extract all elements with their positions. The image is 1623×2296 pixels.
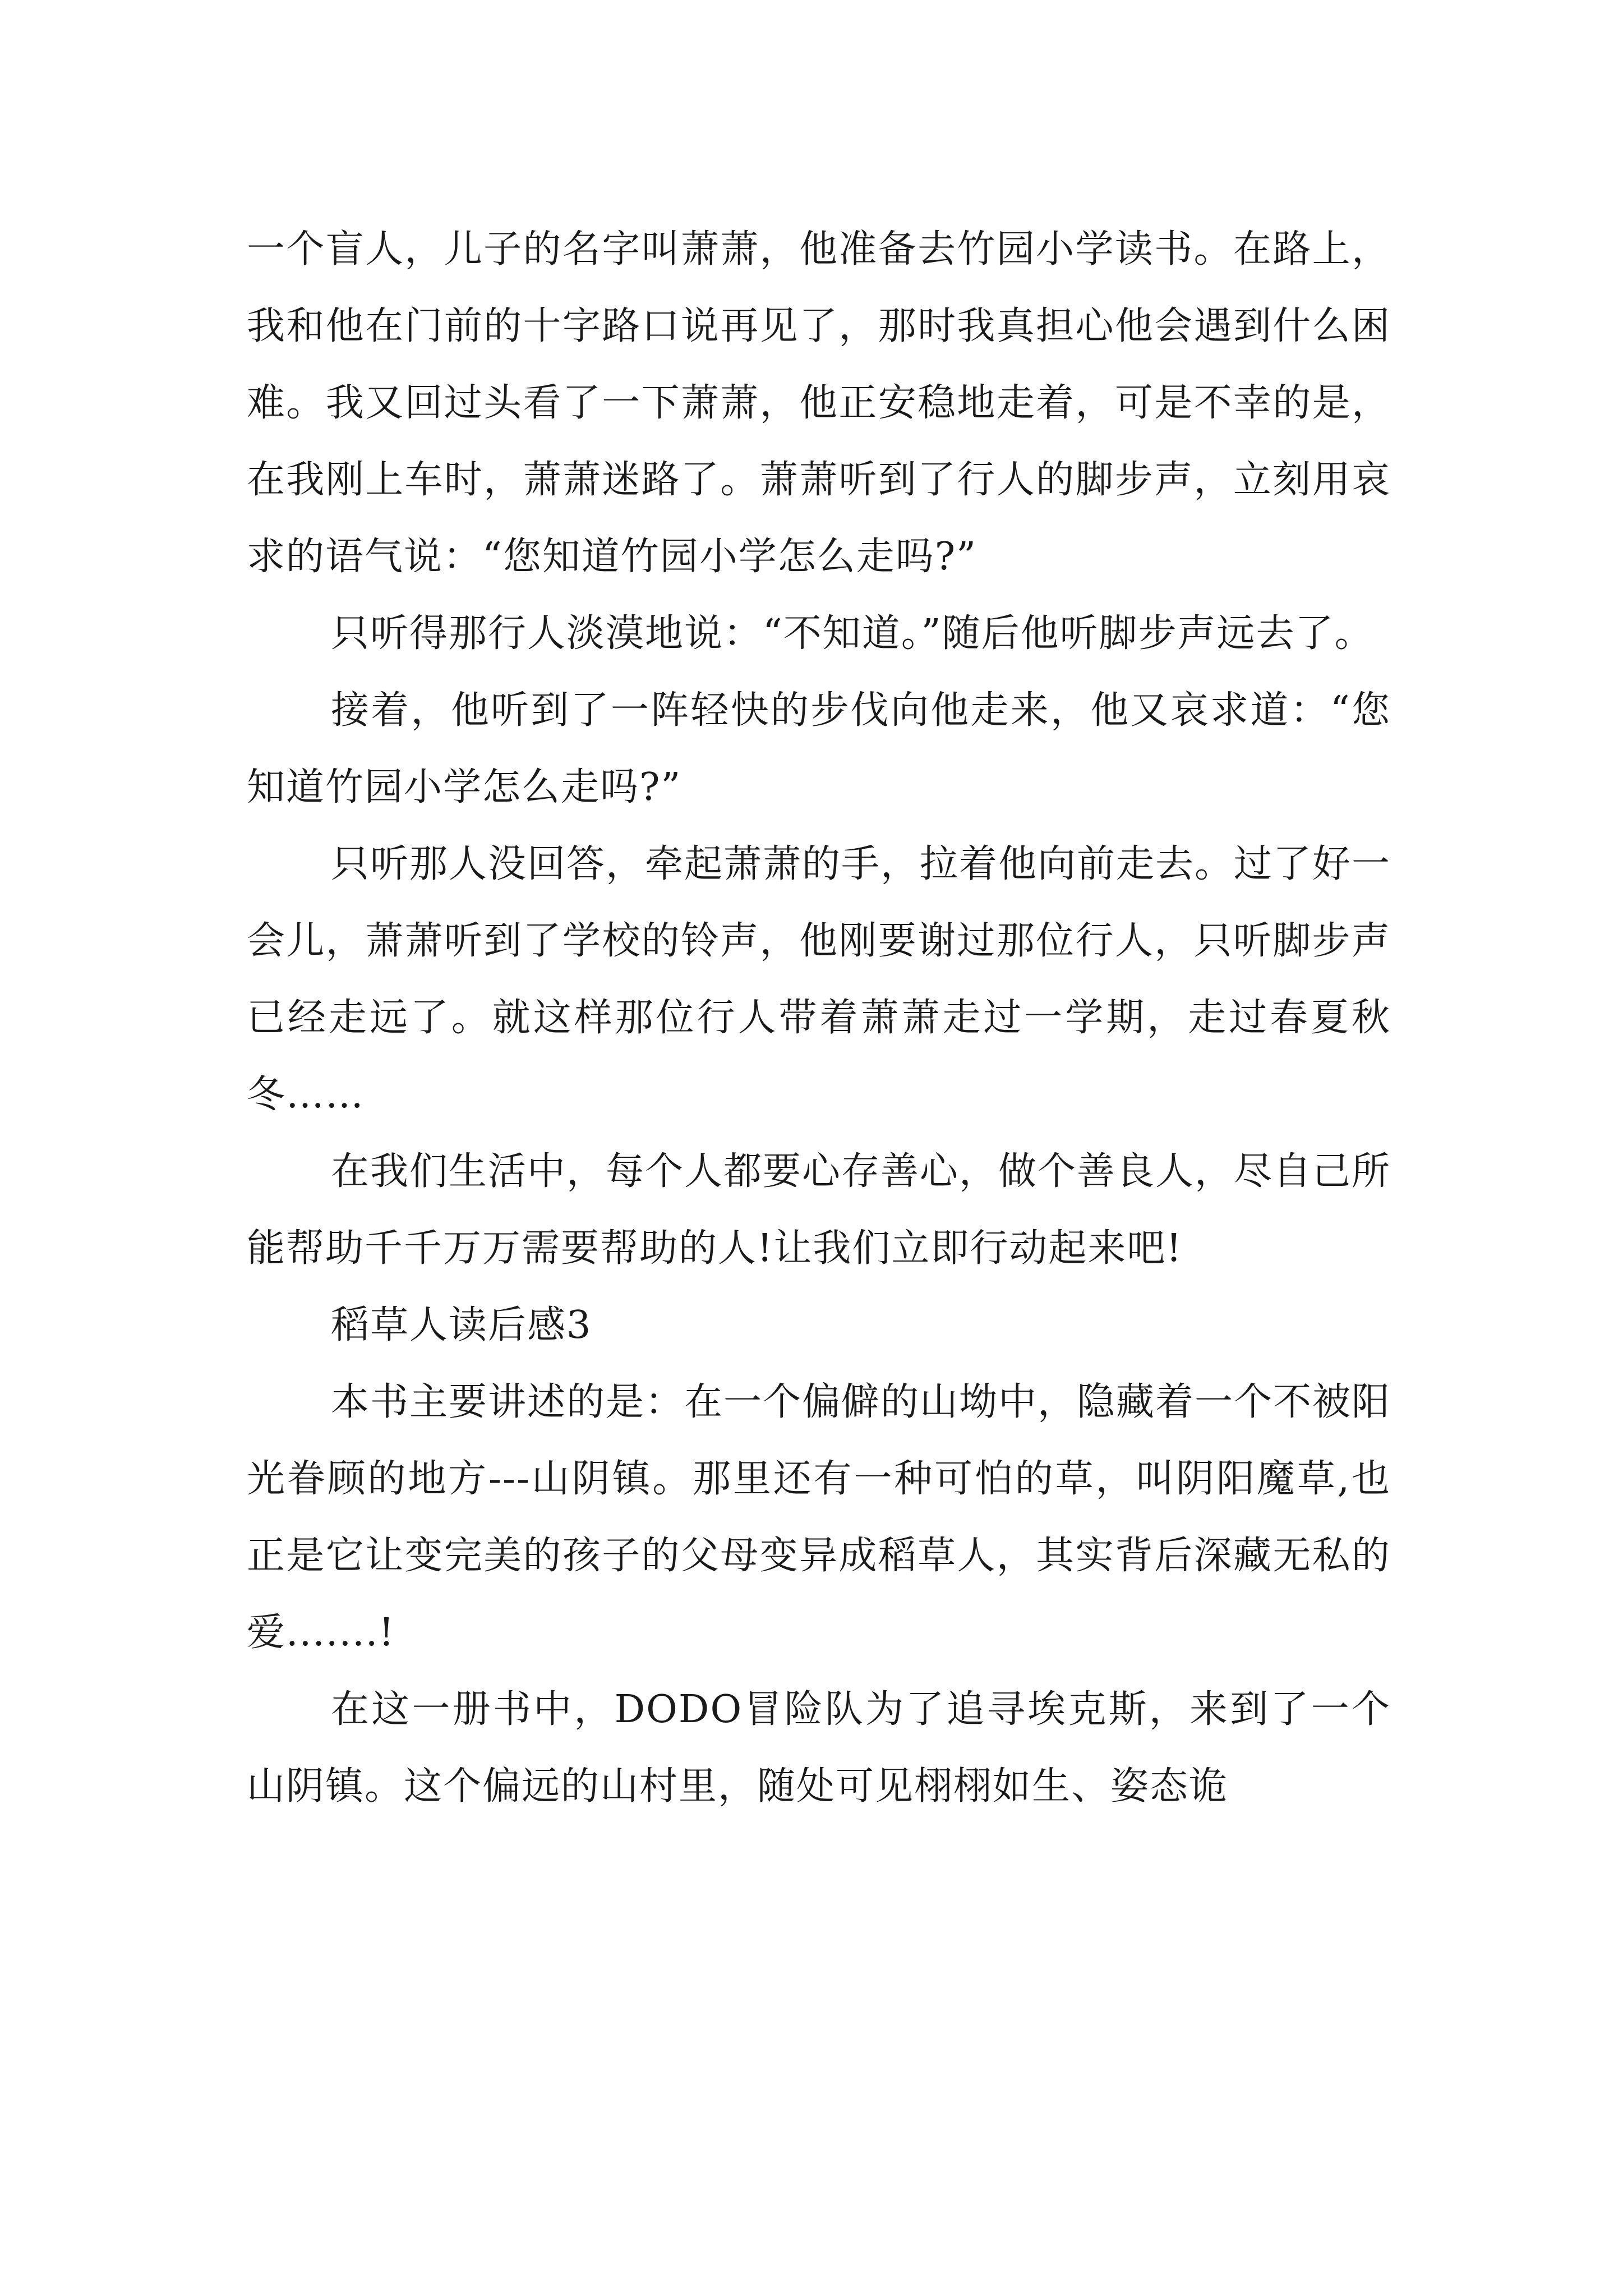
paragraph-2: 只听得那行人淡漠地说：“不知道。”随后他听脚步声远去了。 [331, 611, 1374, 656]
section-heading: 稻草人读后感3 [331, 1303, 592, 1347]
paragraph-3: 接着，他听到了一阵轻快的步伐向他走来，他又哀求道：“您知道竹园小学怎么走吗?” [247, 688, 1391, 809]
paragraph-5: 在我们生活中，每个人都要心存善心，做个善良人，尽自己所能帮助千千万万需要帮助的人!让我们立即行动起来吧! [247, 1149, 1391, 1271]
paragraph-7: 在这一册书中，DODO冒险队为了追寻埃克斯，来到了一个山阴镇。这个偏远的山村里，随处可见栩栩如生、姿态诡 [247, 1687, 1391, 1809]
paragraph-4: 只听那人没回答，牵起萧萧的手，拉着他向前走去。过了好一会儿，萧萧听到了学校的铃声，他刚要谢过那位行人，只听脚步声已经走远了。就这样那位行人带着萧萧走过一学期，走过春夏秋冬…… [247, 842, 1391, 1117]
paragraph-6: 本书主要讲述的是：在一个偏僻的山坳中，隐藏着一个不被阳光眷顾的地方---山阴镇。那里还有一种可怕的草，叫阴阳魔草,也正是它让变完美的孩子的父母变异成稻草人，其实背后深藏无私的爱.......! [247, 1380, 1391, 1655]
paragraph-1: 一个盲人，儿子的名字叫萧萧，他准备去竹园小学读书。在路上，我和他在门前的十字路口说再见了，那时我真担心他会遇到什么困难。我又回过头看了一下萧萧，他正安稳地走着，可是不幸的是，在我刚上车时，萧萧迷路了。萧萧听到了行人的脚步声，立刻用哀求的语气说：“您知道竹园小学怎么走吗?” [247, 227, 1391, 579]
document-body [247, 211, 1391, 1825]
